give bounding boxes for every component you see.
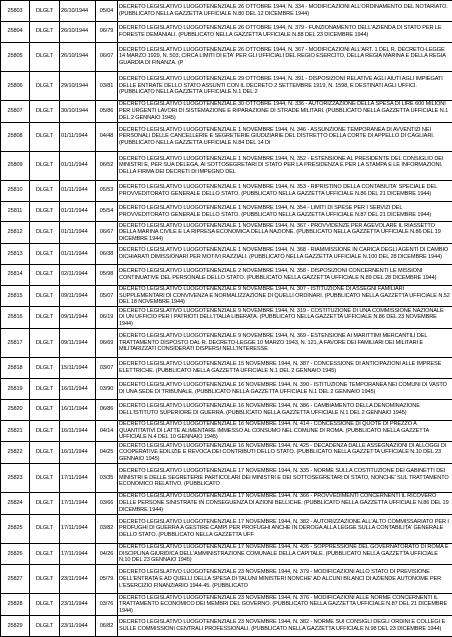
decree-date: 23/11/1944 <box>60 616 96 637</box>
row-number: 25810 <box>1 180 30 201</box>
table-row <box>1 201 452 222</box>
reference-code: 03/81 <box>96 71 118 100</box>
row-number: 25819 <box>1 378 30 399</box>
table-row <box>1 100 452 122</box>
decree-description: DECRETO LEGISLATIVO LUOGOTENENZIALE 1 NOVEMBRE 1944, N. 368 - RIAMMISSIONE IN CARICA DEGLI AGENTI DI CAMBIO DICHIARATI DIMISSIONARI PER MOTIVI RAZZIALI. (PUBBLICATO NELLA GAZZETTA UFFICIALE N.100 DEL 28 DICEMBRE 1944) <box>118 244 452 265</box>
row-number: 25815 <box>1 285 30 307</box>
law-type: DLGLT <box>30 420 60 442</box>
table-row <box>1 420 452 442</box>
table-row <box>1 378 452 399</box>
decree-description: DECRETO LEGISLATIVO LUOGOTENENZIALE 17 NOVEMBRE 1944, N. 382 - AUTORIZZAZIONE ALL'ALTO COMMISSARIATO PER I PROFUGHI DI GUERRA A GESTIRE CAMPI PER PROFUGHI ANCHE IN DEROGA ALLA LEGGE SULLA CONTABILITA' GENERALE DELLO STATO. (PUBBLICATO NELLA GAZZETTA UFF <box>118 514 452 543</box>
decree-description: DECRETO LEGISLATIVO LUOGOTENENZIALE 1 NOVEMBRE 1944, N. 367 - PROVVIDENZE PER AGEVOLARE IL RIASSETTO DELLA MARINA CIVILE E LA RIPRESA ECONOMICA DELLA NAZIONE. (PUBBLICATO NELLA GAZZETTA UFFICIALE N.86 DEL 19 DICEMBRE 1944) <box>118 222 452 244</box>
decree-date: 16/11/1944 <box>60 420 96 442</box>
row-number: 25811 <box>1 201 30 222</box>
table-row <box>1 399 452 420</box>
reference-code: 03/90 <box>96 378 118 399</box>
row-number: 25807 <box>1 100 30 122</box>
reference-code: 04/26 <box>96 543 118 565</box>
reference-code: 05/04 <box>96 1 118 22</box>
decree-date: 02/11/1944 <box>60 264 96 285</box>
law-type: DLGLT <box>30 307 60 329</box>
decree-description: DECRETO LEGISLATIVO LUOGOTENENZIALE 16 NOVEMBRE 1944, N. 425 - DECADENZA DALLE ASSEGNAZIONI DI ALLOGGI DI COOPERATIVE EDILIZIE E REVOCA DEI CONTRIBUTI DELLO STATO. (PUBBLICATO NELLA GAZZETTA UFFICIALE N.10 DEL 23 GENNAIO 1945) <box>118 442 452 464</box>
law-type: DLGLT <box>30 616 60 637</box>
reference-code: 06/07 <box>96 42 118 71</box>
reference-code: 03/66 <box>96 492 118 514</box>
decree-description: DECRETO LEGISLATIVO LUOGOTENENZIALE 16 NOVEMBRE 1944, N. 386 - CAMBIAMENTO DELLA DENOMINAZIONE DELL'ISTITUTO SUPERIORE DI GUERRA. (PUBBLICATO NELLA GAZZETTA UFFICIALE N.1 DEL 2 GENNAIO 1945) <box>118 399 452 420</box>
table-row <box>1 71 452 100</box>
reference-code: 04/14 <box>96 420 118 442</box>
row-number: 25806 <box>1 71 30 100</box>
decrees-table-body <box>1 1 452 637</box>
table-row <box>1 1 452 22</box>
law-type: DLGLT <box>30 244 60 265</box>
decree-date: 09/11/1944 <box>60 307 96 329</box>
row-number: 25828 <box>1 594 30 616</box>
reference-code: 03/07 <box>96 358 118 379</box>
decree-date: 01/11/1944 <box>60 180 96 201</box>
row-number: 25804 <box>1 21 30 42</box>
reference-code: 05/54 <box>96 201 118 222</box>
law-type: DLGLT <box>30 21 60 42</box>
decree-description: DECRETO LEGISLATIVO LUOGOTENENZIALE 16 NOVEMBRE 1944, N. 390 - ISTITUZIONE TEMPORANEA NEI COMUNI DI VASTO DI UNA SEDE DI TRIBUNALE. (PUBBLICATO NELLA GAZZETTA UFFICIALE N.1 DEL 2 GENNAIO 1945) <box>118 378 452 399</box>
decree-date: 01/11/1944 <box>60 201 96 222</box>
law-type: DLGLT <box>30 222 60 244</box>
decree-date: 17/11/1944 <box>60 543 96 565</box>
decree-date: 17/11/1944 <box>60 492 96 514</box>
reference-code: 06/82 <box>96 616 118 637</box>
decree-description: DECRETO LEGISLATIVO LUOGOTENENZIALE 1 NOVEMBRE 1944, N. 353 - RIPRISTINO DELLA CONTABILITA' SPECIALE DEL PROVVEDITORATO GENERALE DELLO STATO. (PUBBLICATO NELLA GAZZETTA UFFICIALE N.86 DEL 21 DICEMBRE 1944) <box>118 180 452 201</box>
law-type: DLGLT <box>30 328 60 357</box>
table-row <box>1 307 452 329</box>
decree-date: 23/11/1944 <box>60 565 96 594</box>
law-type: DLGLT <box>30 201 60 222</box>
reference-code: 05/98 <box>96 264 118 285</box>
decree-description: DECRETO LEGISLATIVO LUOGOTENENZIALE 1 NOVEMBRE 1944, N. 352 - ESTENSIONE AL PRESIDENTE DEL CONSIGLIO DEI MINISTRI E, PER SUA DELEGA, AI SOTTOSEGRETARI DI STATO PER LA PRESIDENZA E PER LA STAMPA E LE INFORMAZIONI, DELLA FIRMA DEI DECRETI DI IMPEGNO DEL <box>118 151 452 180</box>
table-row <box>1 565 452 594</box>
law-type: DLGLT <box>30 514 60 543</box>
row-number: 25814 <box>1 264 30 285</box>
row-number: 25818 <box>1 358 30 379</box>
table-row <box>1 21 452 42</box>
decree-date: 01/11/1944 <box>60 222 96 244</box>
table-row <box>1 514 452 543</box>
decree-date: 17/11/1944 <box>60 514 96 543</box>
reference-code: 06/86 <box>96 399 118 420</box>
reference-code: 06/52 <box>96 151 118 180</box>
table-row <box>1 180 452 201</box>
decree-description: DECRETO LEGISLATIVO LUOGOTENENZIALE 17 NOVEMBRE 1944, N. 335 - NORME SULLA COSTITUZIONE DEI GABINETTI DEI MINISTRI E DELLE SEGRETERIE PARTICOLARI DEI MINISTRI E DEI SOTTOSEGRETARI DI STATO, NONCHE' SUL TRATTAMENTO ECONOMICO RELATIVO. (PUBBLICATO <box>118 463 452 492</box>
table-row <box>1 222 452 244</box>
table-row <box>1 463 452 492</box>
row-number: 25813 <box>1 244 30 265</box>
reference-code: 06/19 <box>96 307 118 329</box>
decree-date: 23/11/1944 <box>60 594 96 616</box>
law-type: DLGLT <box>30 565 60 594</box>
decree-date: 29/10/1944 <box>60 71 96 100</box>
row-number: 25829 <box>1 616 30 637</box>
law-type: DLGLT <box>30 594 60 616</box>
decree-date: 30/10/1944 <box>60 100 96 122</box>
decree-date: 01/11/1944 <box>60 122 96 151</box>
decree-description: DECRETO LEGISLATIVO LUOGOTENENZIALE 1 NOVEMBRE 1944, N. 354 - LIMITI DI SPESE PER I SERVIZI DEL PROVVEDITORATO GENERALE DELLO STATO. (PUBBLICATO NELLA GAZZETTA UFFICIALE N.87 DEL 21 DICEMBRE 1944) <box>118 201 452 222</box>
row-number: 25820 <box>1 399 30 420</box>
table-row <box>1 442 452 464</box>
decree-description: DECRETO LEGISLATIVO LUOGOTENENZIALE 17 NOVEMBRE 1944, N. 366 - PROVVEDIMENTI CONCERNENTI IL RICOVERO DELLE PERSONE SINISTRATE IN CONSEGUENZA DI AZIONI BELLICHE. (PUBBLICATO NELLA GAZZETTA UFFICIALE N.86 DEL 19 DICEMBRE 1944) <box>118 492 452 514</box>
table-row <box>1 264 452 285</box>
decree-date: 09/11/1944 <box>60 328 96 357</box>
row-number: 25812 <box>1 222 30 244</box>
row-number: 25827 <box>1 565 30 594</box>
decree-description: DECRETO LEGISLATIVO LUOGOTENENZIALE 2 NOVEMBRE 1944, N. 358 - DISPOSIZIONI CONCERNENTI LE MISSIONI CONTINUATIVE DEL PERSONALE DELLO STATO. (PUBBLICATO NELLA GAZZETTA UFFICIALE N.89 DEL 28 DICEMBRE 1944) <box>118 264 452 285</box>
row-number: 25822 <box>1 442 30 464</box>
decree-description: DECRETO LEGISLATIVO LUOGOTENENZIALE 30 OTTOBRE 1944, N. 336 - AUTORIZZAZIONE DELLA SPESA DI LIRE 600 MILIONI PER URGENTI LAVORI DI SISTEMAZIONE E RIPARAZIONE DI STRADE MILITARI. (PUBBLICATO NELLA GAZZETTA UFFICIALE N.1 DEL 2 GENNAIO 1945) <box>118 100 452 122</box>
decree-date: 16/11/1944 <box>60 442 96 464</box>
table-row <box>1 543 452 565</box>
law-type: DLGLT <box>30 463 60 492</box>
row-number: 25823 <box>1 463 30 492</box>
law-type: DLGLT <box>30 442 60 464</box>
table-row <box>1 358 452 379</box>
law-type: DLGLT <box>30 42 60 71</box>
law-type: DLGLT <box>30 492 60 514</box>
row-number: 25824 <box>1 492 30 514</box>
table-row <box>1 151 452 180</box>
row-number: 25805 <box>1 42 30 71</box>
decree-date: 26/10/1944 <box>60 1 96 22</box>
decree-description: DECRETO LEGISLATIVO LUOGOTENENZIALE 15 NOVEMBRE 1944, N. 387 - CONCESSIONE DI ANTICIPAZIONI ALLE IMPRESE ELETTRICHE. (PUBBLICATO NELLA GAZZETTA UFFICIALE N.1 DEL 2 GENNAIO 1945) <box>118 358 452 379</box>
table-row <box>1 285 452 307</box>
reference-code: 06/67 <box>96 222 118 244</box>
table-row <box>1 122 452 151</box>
row-number: 25825 <box>1 514 30 543</box>
decree-description: DECRETO LEGISLATIVO LUOGOTENENZIALE 26 OTTOBRE 1944, N. 367 - MODIFICAZIONI ALL'ART. 1 DEL R. DECRETO-LEGGE 14 MARZO 1929, N. 503, CIRCA LIMITI DI ETA' PER GLI UFFICIALI DEL REGIO ESERCITO, DELLA REGIA MARINA E DELLA REGIA GUARDIA DI FINANZA. (P <box>118 42 452 71</box>
decree-description: DECRETO LEGISLATIVO LUOGOTENENZIALE 29 OTTOBRE 1944, N. 391 - DISPOSIZIONI RELATIVE AGLI AIUTI AGLI IMPIEGATI DELLE ENTRATE DELLO STATO ASSUNTI CON IL DECRETO 2 SETTEMBRE 1919, N. 1598, E DESTINATI AGLI UFFICI. (PUBBLICATO NELLA GAZZETTA UFFICIALE N.1 DEL 2 <box>118 71 452 100</box>
decree-description: DECRETO LEGISLATIVO LUOGOTENENZIALE 23 NOVEMBRE 1944, N. 376 - MODIFICAZIONI ALLE NORME CONCERNENTI IL TRATTAMENTO ECONOMICO DEI MEMBRI DEL GOVERNO. (PUBBLICATO NELLA GAZZETTA UFFICIALE N.87 DEL 21 DICEMBRE 1944) <box>118 594 452 616</box>
law-type: DLGLT <box>30 543 60 565</box>
reference-code: 05/07 <box>96 285 118 307</box>
decree-date: 15/11/1944 <box>60 358 96 379</box>
table-row <box>1 42 452 71</box>
decree-description: DECRETO LEGISLATIVO LUOGOTENENZIALE 9 NOVEMBRE 1944, N. 319 - COSTITUZIONE DI UNA COMMISSIONE NAZIONALE DI UN UFFICIO PER I PATRIOTI DELL'ITALIA LIBERATA. (PUBBLICATO NELLA GAZZETTA UFFICIALE N.86 DEL 23 NOVEMBRE 1944) <box>118 307 452 329</box>
table-row <box>1 616 452 637</box>
law-type: DLGLT <box>30 264 60 285</box>
decree-date: 17/11/1944 <box>60 463 96 492</box>
decree-description: DECRETO LEGISLATIVO LUOGOTENENZIALE 26 OTTOBRE 1944, N. 379 - FUNZIONAMENTO DELL'AZIENDA DI STATO PER LE FORESTE DEMANIALI. (PUBBLICATO NELLA GAZZETTA UFFICIALE N.88 DEL 23 DICEMBRE 1944) <box>118 21 452 42</box>
row-number: 25826 <box>1 543 30 565</box>
law-type: DLGLT <box>30 285 60 307</box>
reference-code: 03/76 <box>96 594 118 616</box>
table-row <box>1 492 452 514</box>
decree-date: 01/11/1944 <box>60 151 96 180</box>
decree-date: 26/10/1944 <box>60 42 96 71</box>
decree-description: DECRETO LEGISLATIVO LUOGOTENENZIALE 23 NOVEMBRE 1944, N. 379 - MODIFICAZIONI ALLO STATO DI PREVISIONE DELL'ENTRATA E AD QUELLI DELLA SPESA DI TALUNI MINISTERI NONCHE' AD ALCUNI BILANCI DI AZIENDE AUTONOME PER L'ESERCIZIO FINANZIARIO 1944-45. (PUBBLICATO <box>118 565 452 594</box>
decree-description: DECRETO LEGISLATIVO LUOGOTENENZIALE 26 OTTOBRE 1944, N. 334 - MODIFICAZIONI ALL'ORDINAMENTO DEL NOTARIATO. (PUBBLICATO NELLA GAZZETTA UFFICIALE N.80 DEL 12 DICEMBRE 1944) <box>118 1 452 22</box>
reference-code: 03/82 <box>96 514 118 543</box>
decree-description: DECRETO LEGISLATIVO LUOGOTENENZIALE 16 NOVEMBRE 1944, N. 414 - CONCESSIONE DI QUOTE DI PREZZO A QUANTITATIVI DI LATTE ALIMENTARE IMMESSO AL CONSUMO NEL COMUNE DI ROMA. (PUBBLICATO NELLA GAZZETTA UFFICIALE N.4 DEL 10 GENNAIO 1945) <box>118 420 452 442</box>
decree-description: DECRETO LEGISLATIVO LUOGOTENENZIALE 1 NOVEMBRE 1944, N. 346 - ASSUNZIONE TEMPORANEA DI AVVENTIZI NEI PERSONALI DELLE CANCELLERIE E SEGRETERIE GIUDIZIARIE DEL DISTRETTO DELLA CORTE DI APPELLO DI CAGLIARI. (PUBBLICATO NELLA GAZZETTA UFFICIALE N.84 DEL 14 DI <box>118 122 452 151</box>
decree-date: 26/10/1944 <box>60 21 96 42</box>
decree-description: DECRETO LEGISLATIVO LUOGOTENENZIALE 17 NOVEMBRE 1944, N. 426 - SOPPRESSIONE DEL GOVERNATORATO DI ROMA E DISCIPLINA GIURIDICA DELL'AMMINISTRAZIONE COMUNALE DELLA CAPITALE. (PUBBLICATO NELLA GAZZETTA UFFICIALE N.10 DEL 23 GENNAIO 1945) <box>118 543 452 565</box>
decree-description: DECRETO LEGISLATIVO LUOGOTENENZIALE 9 NOVEMBRE 1944, N. 369 - ESTENSIONE AI MARITTIMI MERCANTILI DEL TRATTAMENTO DISPOSTO DAL R. DECRETO-LEGGE 10 MARZO 1943, N. 121, A FAVORE DEI FAMILIARI DEI MILITARI E MILITARIZZATI CONSIDERATI DISPERSI NELL'INTERESSE <box>118 328 452 357</box>
reference-code: 03/35 <box>96 463 118 492</box>
row-number: 25809 <box>1 151 30 180</box>
law-type: DLGLT <box>30 1 60 22</box>
law-type: DLGLT <box>30 151 60 180</box>
law-type: DLGLT <box>30 71 60 100</box>
decree-description: DECRETO LEGISLATIVO LUOGOTENENZIALE 23 NOVEMBRE 1944, N. 382 - NORME SUI CONSIGLI DEGLI ORDINI E COLLEGI E SULLE COMMISSIONI CENTRALI PROFESSIONALI. (PUBBLICATO NELLA GAZZETTA UFFICIALE N.98 DEL 23 DICEMBRE 1944) <box>118 616 452 637</box>
reference-code: 06/38 <box>96 244 118 265</box>
reference-code: 04/25 <box>96 442 118 464</box>
reference-code: 05/79 <box>96 565 118 594</box>
row-number: 25808 <box>1 122 30 151</box>
row-number: 25816 <box>1 307 30 329</box>
decree-date: 16/11/1944 <box>60 378 96 399</box>
reference-code: 06/69 <box>96 328 118 357</box>
table-row <box>1 594 452 616</box>
decree-date: 16/11/1944 <box>60 399 96 420</box>
row-number: 25821 <box>1 420 30 442</box>
table-row <box>1 328 452 357</box>
law-type: DLGLT <box>30 358 60 379</box>
law-type: DLGLT <box>30 122 60 151</box>
reference-code: 06/79 <box>96 21 118 42</box>
reference-code: 05/86 <box>96 100 118 122</box>
row-number: 25817 <box>1 328 30 357</box>
reference-code: 05/53 <box>96 180 118 201</box>
law-type: DLGLT <box>30 180 60 201</box>
decree-date: 09/11/1944 <box>60 285 96 307</box>
decree-date: 01/11/1944 <box>60 244 96 265</box>
row-number: 25803 <box>1 1 30 22</box>
reference-code: 04/48 <box>96 122 118 151</box>
law-type: DLGLT <box>30 378 60 399</box>
decree-description: DECRETO LEGISLATIVO LUOGOTENENZIALE 9 NOVEMBRE 1944, N. 307 - ISTITUZIONE DI ASSEGNI FAMILIARI SUPPLEMENTARI DI CONVIVENZA E NORMALIZZAZIONE DI QUELLI ORDINARI. (PUBBLICATO NELLA GAZZETTA UFFICIALE N.52 DEL 18 NOVEMBRE 1944) <box>118 285 452 307</box>
table-row <box>1 244 452 265</box>
law-type: DLGLT <box>30 100 60 122</box>
law-type: DLGLT <box>30 399 60 420</box>
